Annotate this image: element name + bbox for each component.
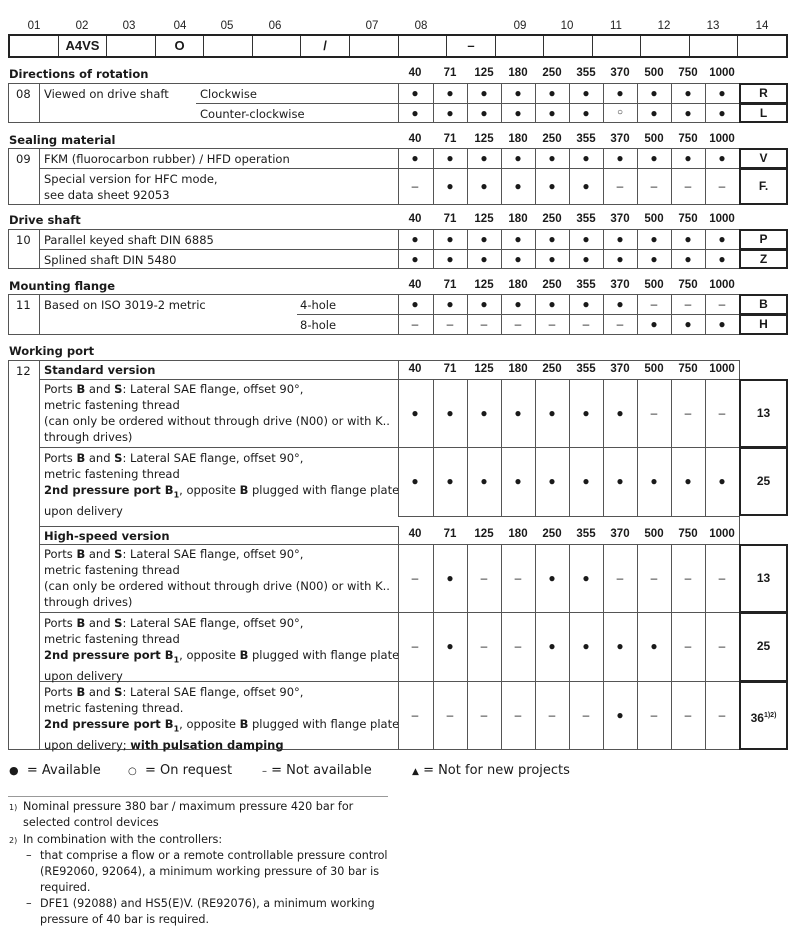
not-available-dash-icon: – (616, 179, 624, 193)
size-header-370: 370 (610, 133, 630, 145)
not-available-dash-icon: – (582, 708, 590, 722)
drive-shaft-code-p[interactable]: P (739, 229, 788, 250)
available-dot-icon: ● (411, 86, 419, 100)
size-header-71: 71 (443, 528, 457, 540)
size-header-180: 180 (508, 133, 528, 145)
available-dot-icon: ● (480, 151, 488, 165)
available-dot-icon: ● (446, 179, 454, 193)
not-available-dash-icon: – (548, 317, 556, 331)
available-dot-icon: ● (514, 297, 522, 311)
not-available-dash-icon: – (616, 571, 624, 585)
working-port-pos: 12 (16, 364, 31, 378)
not-available-dash-icon: – (411, 708, 419, 722)
not-available-dash-icon: – (446, 708, 454, 722)
rotation-code-l[interactable]: L (739, 103, 788, 123)
size-header-125: 125 (474, 213, 494, 225)
legend-not-available: – = Not available (262, 763, 372, 778)
size-header-71: 71 (443, 213, 457, 225)
available-dot-icon: ● (548, 406, 556, 420)
available-dot-icon: ● (480, 406, 488, 420)
available-dot-icon: ● (650, 151, 658, 165)
not-available-dash-icon: – (514, 317, 522, 331)
available-dot-icon: ● (684, 151, 692, 165)
size-header-40: 40 (408, 528, 422, 540)
available-dot-icon: ● (616, 86, 624, 100)
size-header-750: 750 (678, 528, 698, 540)
section-title-drive-shaft: Drive shaft (9, 213, 81, 227)
on-request-circle-icon: ○ (616, 107, 624, 118)
not-available-dash-icon: – (548, 708, 556, 722)
std-port-13-desc: Ports B and S: Lateral SAE flange, offset 90°, metric fastening thread (can only be ordered without through drive (N00) or with K.. through drives) (44, 382, 390, 444)
hs-port-36-desc: Ports B and S: Lateral SAE flange, offset 90°, metric fastening thread. 2nd pressure port $B_1$, opposite B plugged with flange plate upon delivery; with pulsation damping (44, 685, 400, 753)
available-dot-icon: ● (616, 474, 624, 488)
type-code-cell[interactable]: / (301, 36, 350, 56)
type-code-cell[interactable] (350, 36, 399, 56)
size-header-250: 250 (542, 133, 562, 145)
size-header-370: 370 (610, 363, 630, 375)
mounting-code-b[interactable]: B (739, 294, 788, 315)
type-code-cell[interactable] (10, 36, 59, 56)
size-header-71: 71 (443, 279, 457, 291)
hs-port-25-desc: Ports B and S: Lateral SAE flange, offset 90°, metric fastening thread 2nd pressure port $B_1$, opposite B plugged with flange plate upon delivery (44, 616, 400, 684)
type-code-pos-07: 07 (365, 20, 379, 32)
std-port-code-13[interactable]: 13 (739, 379, 788, 448)
available-dot-icon: ● (446, 571, 454, 585)
available-dot-icon: ● (616, 639, 624, 653)
type-code-pos-14: 14 (755, 20, 769, 32)
type-code-cell[interactable]: A4VS (59, 36, 107, 56)
footnote-1: 1) (9, 803, 18, 812)
footnote-2a-text: that comprise a flow or a remote controllable pressure control (RE92060, 92064), a minimum working pressure of 30 bar is required. (40, 849, 388, 894)
available-dot-icon: ● (650, 317, 658, 331)
available-dot-icon: ● (548, 571, 556, 585)
size-header-500: 500 (644, 213, 664, 225)
type-code-pos-12: 12 (657, 20, 671, 32)
size-header-355: 355 (576, 133, 596, 145)
size-header-250: 250 (542, 363, 562, 375)
size-header-71: 71 (443, 363, 457, 375)
type-code-pos-03: 03 (122, 20, 136, 32)
type-code-bar (8, 34, 788, 58)
available-dot-icon: ● (548, 179, 556, 193)
available-dot-icon: ● (514, 106, 522, 120)
size-header-355: 355 (576, 213, 596, 225)
not-available-dash-icon: – (718, 708, 726, 722)
drive-shaft-splined: Splined shaft DIN 5480 (44, 253, 177, 267)
mounting-4-hole: 4-hole (300, 298, 337, 312)
size-header-750: 750 (678, 133, 698, 145)
available-dot-icon: ● (718, 86, 726, 100)
available-dot-icon: ● (411, 406, 419, 420)
type-code-cell[interactable] (738, 36, 788, 56)
size-header-180: 180 (508, 363, 528, 375)
section-title-working-port: Working port (9, 344, 95, 358)
size-header-71: 71 (443, 67, 457, 79)
type-code-cell[interactable] (641, 36, 690, 56)
available-dot-icon: ● (446, 252, 454, 266)
available-dot-icon: ● (650, 106, 658, 120)
available-dot-icon: ● (718, 474, 726, 488)
type-code-pos-02: 02 (75, 20, 89, 32)
mounting-pos: 11 (16, 298, 31, 312)
mounting-8-hole: 8-hole (300, 318, 337, 332)
type-code-cell[interactable] (204, 36, 253, 56)
available-dot-icon: ● (582, 151, 590, 165)
available-dot-icon: ● (616, 151, 624, 165)
not-available-dash-icon: – (718, 571, 726, 585)
standard-version-title: Standard version (44, 363, 156, 377)
not-available-dash-icon: – (446, 317, 454, 331)
size-header-71: 71 (443, 133, 457, 145)
not-available-dash-icon: – (684, 179, 692, 193)
available-dot-icon: ● (684, 252, 692, 266)
available-dot-icon: ● (548, 106, 556, 120)
available-dot-icon: ● (411, 232, 419, 246)
not-available-dash-icon: – (684, 639, 692, 653)
available-dot-icon: ● (650, 639, 658, 653)
available-dot-icon: ● (548, 86, 556, 100)
size-header-355: 355 (576, 528, 596, 540)
size-header-370: 370 (610, 279, 630, 291)
type-code-pos-09: 09 (513, 20, 527, 32)
size-header-180: 180 (508, 67, 528, 79)
size-header-370: 370 (610, 213, 630, 225)
available-dot-icon: ● (446, 106, 454, 120)
hs-port-code-36[interactable]: $36^{1)2)}$ (739, 681, 788, 750)
not-available-dash-icon: – (718, 297, 726, 311)
available-dot-icon: ● (616, 232, 624, 246)
available-dot-icon: ● (548, 232, 556, 246)
size-header-40: 40 (408, 213, 422, 225)
size-header-180: 180 (508, 528, 528, 540)
type-code-cell[interactable] (690, 36, 738, 56)
section-title-rotation: Directions of rotation (9, 67, 149, 81)
available-dot-icon: ● (582, 106, 590, 120)
not-available-dash-icon: – (718, 639, 726, 653)
available-dot-icon: ● (548, 297, 556, 311)
size-header-1000: 1000 (709, 528, 735, 540)
legend-not-for-new-projects: ▲ = Not for new projects (412, 763, 570, 778)
not-available-dash-icon: – (684, 708, 692, 722)
available-dot-icon: ● (650, 474, 658, 488)
available-dot-icon: ● (446, 151, 454, 165)
rotation-clockwise: Clockwise (200, 87, 257, 101)
size-header-1000: 1000 (709, 67, 735, 79)
available-dot-icon: ● (514, 252, 522, 266)
size-header-180: 180 (508, 213, 528, 225)
size-header-750: 750 (678, 213, 698, 225)
size-header-250: 250 (542, 67, 562, 79)
available-dot-icon: ● (480, 232, 488, 246)
size-header-1000: 1000 (709, 363, 735, 375)
size-header-250: 250 (542, 528, 562, 540)
available-dot-icon: ● (582, 474, 590, 488)
available-dot-icon: ● (548, 252, 556, 266)
type-code-pos-11: 11 (610, 20, 622, 32)
size-header-125: 125 (474, 133, 494, 145)
size-header-125: 125 (474, 67, 494, 79)
not-available-dash-icon: – (480, 571, 488, 585)
not-available-dash-icon: – (718, 406, 726, 420)
not-available-dash-icon: – (411, 571, 419, 585)
size-header-500: 500 (644, 363, 664, 375)
size-header-500: 500 (644, 279, 664, 291)
footnote-2: 2) (9, 836, 18, 845)
size-header-500: 500 (644, 133, 664, 145)
std-port-code-25[interactable]: 25 (739, 447, 788, 516)
sealing-pos: 09 (16, 152, 31, 166)
size-header-1000: 1000 (709, 213, 735, 225)
hs-port-code-25[interactable]: 25 (739, 612, 788, 682)
available-dot-icon: ● (718, 151, 726, 165)
available-dot-icon: ● (684, 474, 692, 488)
type-code-pos-06: 06 (268, 20, 282, 32)
available-dot-icon: ● (650, 252, 658, 266)
available-dot-icon: ● (616, 708, 624, 722)
size-header-500: 500 (644, 528, 664, 540)
not-available-dash-icon: – (650, 297, 658, 311)
available-dot-icon: ● (582, 297, 590, 311)
available-dot-icon: ● (718, 252, 726, 266)
triangle-icon: ▲ (412, 767, 419, 777)
type-code-cell[interactable]: – (447, 36, 496, 56)
available-dot-icon: ● (582, 406, 590, 420)
available-dot-icon: ● (582, 86, 590, 100)
type-code-pos-04: 04 (173, 20, 187, 32)
drive-shaft-code-z[interactable]: Z (739, 249, 788, 269)
mounting-label: Based on ISO 3019-2 metric (44, 298, 206, 312)
not-available-dash-icon: – (650, 179, 658, 193)
rotation-counter-clockwise: Counter-clockwise (200, 107, 305, 121)
size-header-1000: 1000 (709, 133, 735, 145)
size-header-125: 125 (474, 528, 494, 540)
sealing-hfc-line1: Special version for HFC mode, (44, 172, 218, 186)
not-available-dash-icon: – (650, 571, 658, 585)
not-available-dash-icon: – (514, 708, 522, 722)
not-available-dash-icon: – (684, 297, 692, 311)
not-available-dash-icon: – (514, 571, 522, 585)
type-code-cell[interactable] (593, 36, 641, 56)
available-dot-icon: ● (446, 297, 454, 311)
size-header-355: 355 (576, 279, 596, 291)
type-code-cell[interactable]: O (156, 36, 204, 56)
available-dot-icon: ● (411, 106, 419, 120)
available-dot-icon: ● (684, 317, 692, 331)
not-available-dash-icon: – (684, 571, 692, 585)
available-dot-icon: ● (514, 86, 522, 100)
available-dot-icon: ● (718, 106, 726, 120)
size-header-250: 250 (542, 279, 562, 291)
sealing-code-f[interactable]: F. (739, 168, 788, 205)
available-dot-icon: ● (514, 232, 522, 246)
type-code-cell[interactable] (107, 36, 156, 56)
available-dot-icon: ● (514, 474, 522, 488)
size-header-125: 125 (474, 363, 494, 375)
available-dot-icon: ● (582, 252, 590, 266)
available-dot-icon: ● (446, 86, 454, 100)
available-dot-icon: ● (480, 106, 488, 120)
rotation-pos: 08 (16, 87, 31, 101)
legend-on-request: ○ = On request (128, 763, 233, 778)
available-dot-icon: ● (548, 151, 556, 165)
high-speed-version-title: High-speed version (44, 529, 170, 543)
size-header-1000: 1000 (709, 279, 735, 291)
available-dot-icon: ● (650, 232, 658, 246)
type-code-pos-05: 05 (220, 20, 234, 32)
not-available-dash-icon: – (480, 708, 488, 722)
type-code-cell[interactable] (496, 36, 544, 56)
not-available-dash-icon: – (650, 406, 658, 420)
hs-port-13-desc: Ports B and S: Lateral SAE flange, offset 90°, metric fastening thread (can only be ordered without through drive (N00) or with K.. through drives) (44, 547, 390, 609)
not-available-dash-icon: – (411, 639, 419, 653)
size-header-250: 250 (542, 213, 562, 225)
available-dot-icon: ● (446, 639, 454, 653)
hs-port-code-13[interactable]: 13 (739, 544, 788, 613)
not-available-dash-icon: – (480, 639, 488, 653)
size-header-500: 500 (644, 67, 664, 79)
drive-shaft-pos: 10 (16, 233, 31, 247)
available-dot-icon: ● (514, 406, 522, 420)
section-title-sealing: Sealing material (9, 133, 116, 147)
type-code-cell[interactable] (253, 36, 301, 56)
available-dot-icon: ● (650, 86, 658, 100)
size-header-370: 370 (610, 528, 630, 540)
footnote-2-dash-a: – (26, 849, 32, 862)
not-available-dash-icon: – (411, 179, 419, 193)
size-header-40: 40 (408, 279, 422, 291)
available-dot-icon: ● (548, 639, 556, 653)
not-available-dash-icon: – (582, 317, 590, 331)
sealing-hfc-line2: see data sheet 92053 (44, 188, 170, 202)
available-dot-icon: ● (718, 232, 726, 246)
size-header-180: 180 (508, 279, 528, 291)
available-dot-icon: ● (684, 86, 692, 100)
available-dot-icon: ● (616, 406, 624, 420)
available-dot-icon: ● (684, 232, 692, 246)
available-dot-icon: ● (446, 406, 454, 420)
available-dot-icon: ● (514, 151, 522, 165)
drive-shaft-parallel: Parallel keyed shaft DIN 6885 (44, 233, 214, 247)
size-header-750: 750 (678, 67, 698, 79)
footnote-2-dash-b: – (26, 897, 32, 910)
available-dot-icon: ● (684, 106, 692, 120)
not-available-dash-icon: – (411, 317, 419, 331)
available-dot-icon: ● (446, 474, 454, 488)
not-available-dash-icon: – (514, 639, 522, 653)
type-code-pos-10: 10 (560, 20, 574, 32)
size-header-750: 750 (678, 279, 698, 291)
size-header-370: 370 (610, 67, 630, 79)
not-available-dash-icon: – (718, 179, 726, 193)
available-dot-icon: ● (548, 474, 556, 488)
footnote-2-intro: In combination with the controllers: (23, 833, 223, 846)
available-dot-icon: ● (616, 252, 624, 266)
sealing-fkm: FKM (fluorocarbon rubber) / HFD operation (44, 152, 290, 166)
sealing-code-v[interactable]: V (739, 148, 788, 169)
available-dot-icon: ● (582, 639, 590, 653)
available-dot-icon: ● (480, 252, 488, 266)
type-code-pos-13: 13 (706, 20, 720, 32)
type-code-pos-01: 01 (27, 20, 41, 32)
type-code-pos-08: 08 (414, 20, 428, 32)
not-available-dash-icon: – (684, 406, 692, 420)
available-dot-icon: ● (411, 252, 419, 266)
available-dot-icon: ● (411, 474, 419, 488)
available-dot-icon: ● (480, 179, 488, 193)
available-dot-icon: ● (411, 297, 419, 311)
not-available-dash-icon: – (480, 317, 488, 331)
not-available-dash-icon: – (650, 708, 658, 722)
not-available-dash-icon: – (616, 317, 624, 331)
rotation-label: Viewed on drive shaft (44, 87, 169, 101)
available-dot-icon: ● (446, 232, 454, 246)
section-title-mounting: Mounting flange (9, 279, 116, 293)
available-dot-icon: ● (514, 179, 522, 193)
available-dot-icon: ● (616, 297, 624, 311)
available-dot-icon: ● (718, 317, 726, 331)
footnote-1-text: Nominal pressure 380 bar / maximum pressure 420 bar for selected control devices (23, 800, 354, 829)
size-header-40: 40 (408, 67, 422, 79)
available-dot-icon: ● (480, 86, 488, 100)
available-dot-icon: ● (582, 571, 590, 585)
size-header-750: 750 (678, 363, 698, 375)
size-header-40: 40 (408, 363, 422, 375)
type-code-cell[interactable] (399, 36, 447, 56)
mounting-code-h[interactable]: H (739, 314, 788, 335)
size-header-355: 355 (576, 363, 596, 375)
size-header-40: 40 (408, 133, 422, 145)
footnote-2b-text: DFE1 (92088) and HS5(E)V. (RE92076), a minimum working pressure of 40 bar is required. (40, 897, 375, 926)
std-port-25-desc: Ports B and S: Lateral SAE flange, offset 90°, metric fastening thread 2nd pressure port $B_1$, opposite B plugged with flange plate upon delivery (44, 451, 400, 519)
type-code-cell[interactable] (544, 36, 593, 56)
size-header-355: 355 (576, 67, 596, 79)
available-dot-icon: ● (480, 297, 488, 311)
available-dot-icon: ● (582, 179, 590, 193)
available-dot-icon: ● (480, 474, 488, 488)
available-dot-icon: ● (411, 151, 419, 165)
legend-available: ● = Available (9, 763, 101, 778)
available-dot-icon: ● (582, 232, 590, 246)
rotation-code-r[interactable]: R (739, 83, 788, 104)
size-header-125: 125 (474, 279, 494, 291)
